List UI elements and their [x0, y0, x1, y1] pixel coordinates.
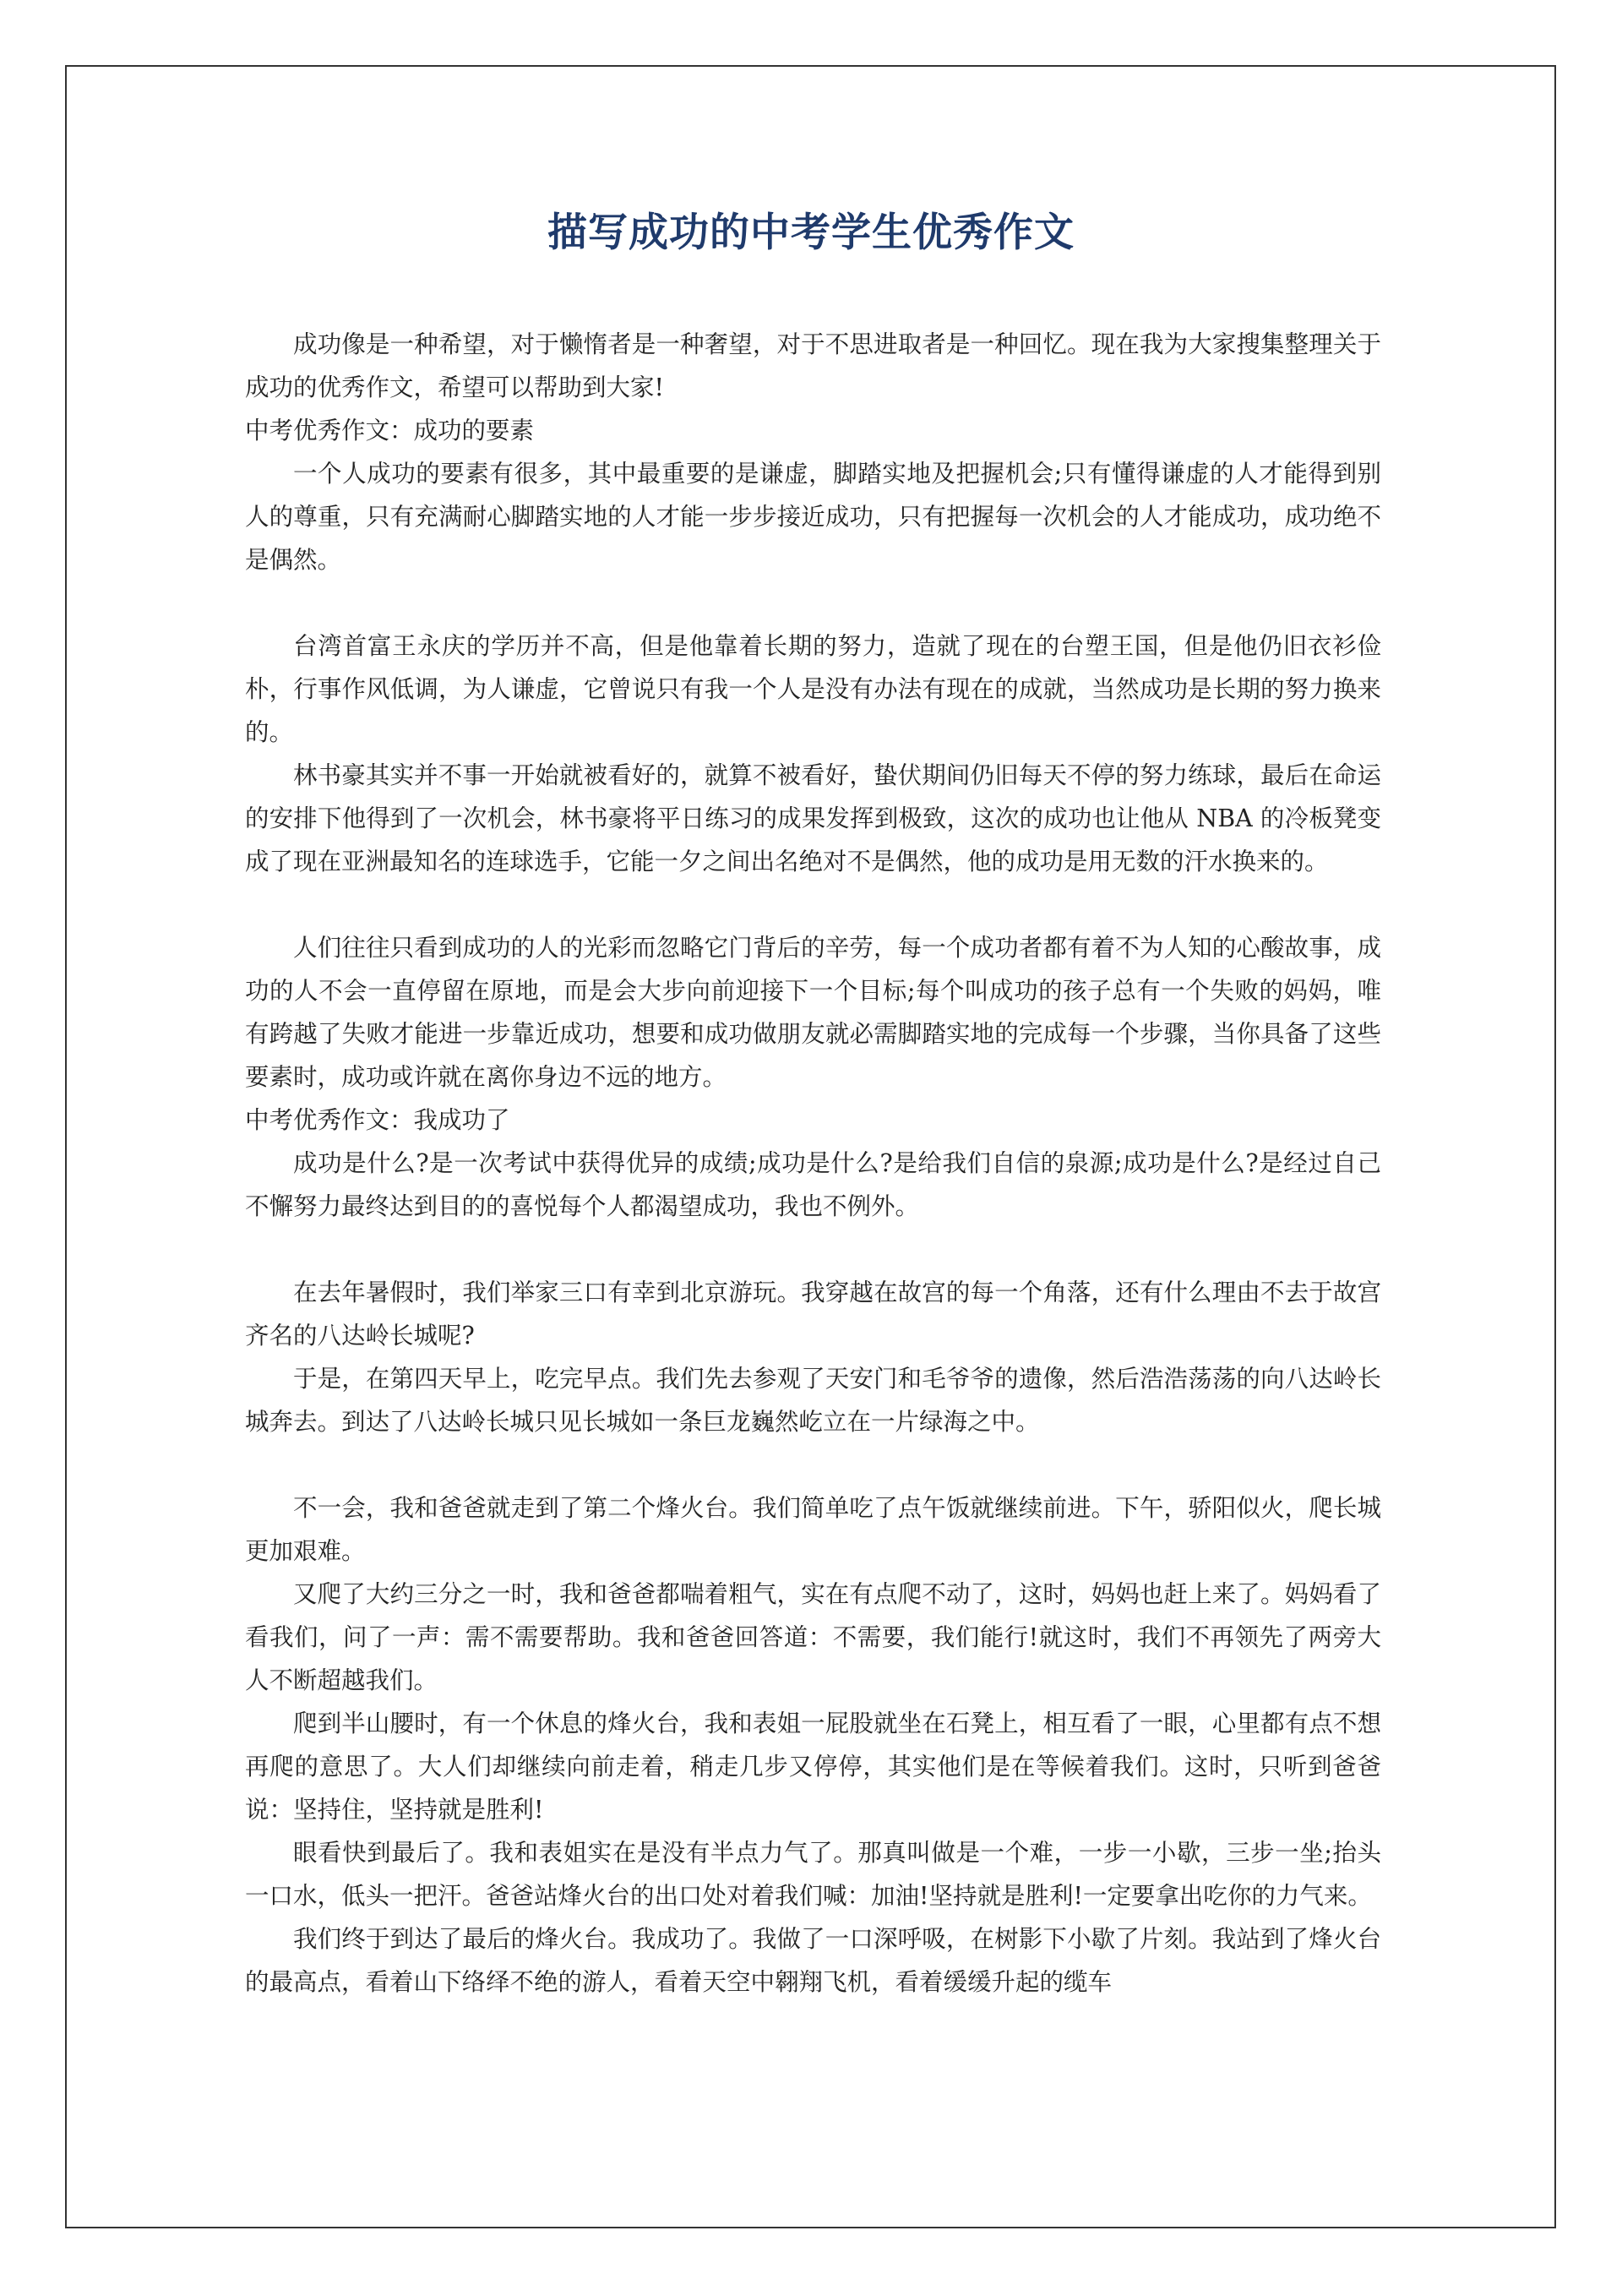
paragraph: 于是，在第四天早上，吃完早点。我们先去参观了天安门和毛爷爷的遗像，然后浩浩荡荡的向八达岭长城奔去。到达了八达岭长城只见长城如一条巨龙巍然屹立在一片绿海之中。: [245, 1365, 1381, 1436]
paragraph: 在去年暑假时，我们举家三口有幸到北京游玩。我穿越在故宫的每一个角落，还有什么理由不去于故宫齐名的八达岭长城呢?: [245, 1279, 1381, 1350]
paragraph: 我们终于到达了最后的烽火台。我成功了。我做了一口深呼吸，在树影下小歇了片刻。我站到了烽火台的最高点，看着山下络绎不绝的游人，看着天空中翱翔飞机，看着缓缓升起的缆车: [245, 1925, 1381, 1996]
paragraph-spacer: [245, 883, 1381, 926]
paragraph-intro: 成功像是一种希望，对于懒惰者是一种奢望，对于不思进取者是一种回忆。现在我为大家搜集整理关于成功的优秀作文，希望可以帮助到大家!: [245, 330, 1381, 401]
section-heading-2: 中考优秀作文：我成功了: [245, 1106, 510, 1134]
paragraph: 不一会，我和爸爸就走到了第二个烽火台。我们简单吃了点午饭就继续前进。下午，骄阳似火，爬长城更加艰难。: [245, 1494, 1381, 1565]
document-body: [245, 323, 1381, 2004]
paragraph: 又爬了大约三分之一时，我和爸爸都喘着粗气，实在有点爬不动了，这时，妈妈也赶上来了。妈妈看了看我们，问了一声：需不需要帮助。我和爸爸回答道：不需要，我们能行!就这时，我们不再领先了两旁大人不断超越我们。: [245, 1580, 1381, 1694]
section-heading-1: 中考优秀作文：成功的要素: [245, 417, 535, 444]
paragraph: 成功是什么?是一次考试中获得优异的成绩;成功是什么?是给我们自信的泉源;成功是什么?是经过自己不懈努力最终达到目的的喜悦每个人都渴望成功，我也不例外。: [245, 1149, 1381, 1220]
document-title: 描写成功的中考学生优秀作文: [547, 210, 1075, 256]
paragraph-spacer: [245, 1228, 1381, 1271]
paragraph: 爬到半山腰时，有一个休息的烽火台，我和表姐一屁股就坐在石凳上，相互看了一眼，心里都有点不想再爬的意思了。大人们却继续向前走着，稍走几步又停停，其实他们是在等候着我们。这时，只听到爸爸说：坚持住，坚持就是胜利!: [245, 1710, 1381, 1824]
paragraph-spacer: [245, 1443, 1381, 1486]
paragraph-spacer: [245, 581, 1381, 624]
paragraph: 一个人成功的要素有很多，其中最重要的是谦虚，脚踏实地及把握机会;只有懂得谦虚的人才能得到别人的尊重，只有充满耐心脚踏实地的人才能一步步接近成功，只有把握每一次机会的人才能成功，成功绝不是偶然。: [245, 460, 1381, 574]
paragraph: 台湾首富王永庆的学历并不高，但是他靠着长期的努力，造就了现在的台塑王国，但是他仍旧衣衫俭朴，行事作风低调，为人谦虚，它曾说只有我一个人是没有办法有现在的成就，当然成功是长期的努力换来的。: [245, 632, 1381, 746]
paragraph: 眼看快到最后了。我和表姐实在是没有半点力气了。那真叫做是一个难，一步一小歇，三步一坐;抬头一口水，低头一把汗。爸爸站烽火台的出口处对着我们喊：加油!坚持就是胜利!一定要拿出吃你的力气来。: [245, 1839, 1381, 1910]
paragraph: 林书豪其实并不事一开始就被看好的，就算不被看好，蛰伏期间仍旧每天不停的努力练球，最后在命运的安排下他得到了一次机会，林书豪将平日练习的成果发挥到极致，这次的成功也让他从 NBA 的冷板凳变成了现在亚洲最知名的连球选手，它能一夕之间出名绝对不是偶然，他的成功是用无数的汗水换来的。: [245, 761, 1381, 875]
paragraph: 人们往往只看到成功的人的光彩而忽略它门背后的辛劳，每一个成功者都有着不为人知的心酸故事，成功的人不会一直停留在原地，而是会大步向前迎接下一个目标;每个叫成功的孩子总有一个失败的妈妈，唯有跨越了失败才能进一步靠近成功，想要和成功做朋友就必需脚踏实地的完成每一个步骤，当你具备了这些要素时，成功或许就在离你身边不远的地方。: [245, 934, 1381, 1091]
